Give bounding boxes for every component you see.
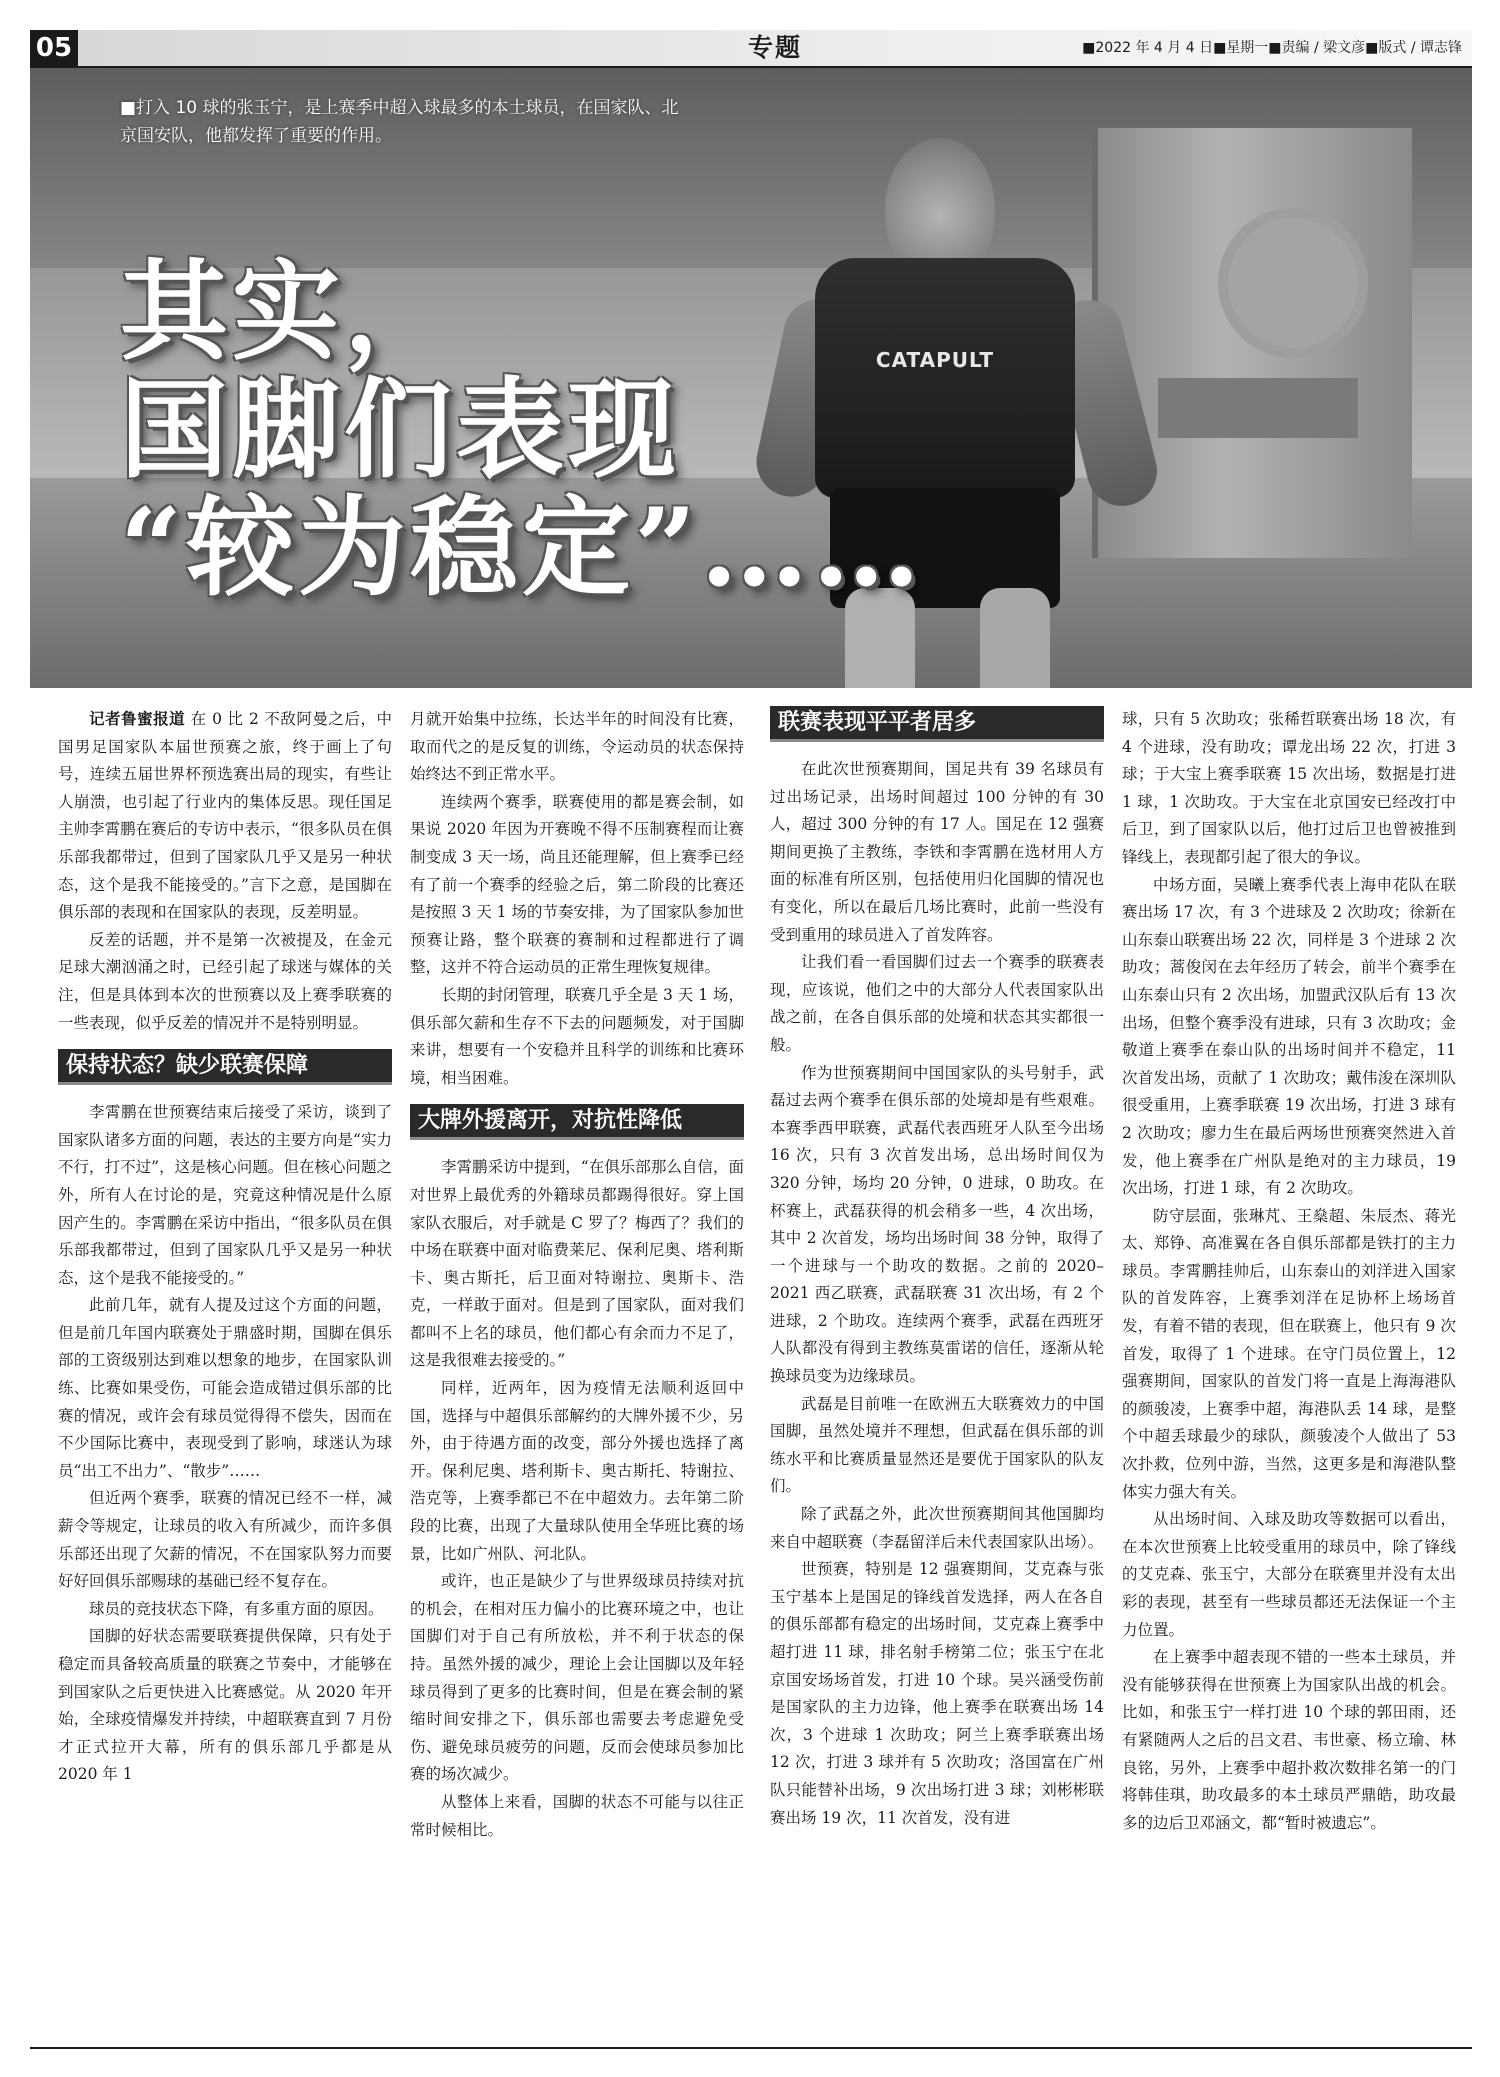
paragraph: 让我们看一看国脚们过去一个赛季的联赛表现，应该说，他们之中的大部分人代表国家队出战之前，在各自俱乐部的处境和状态其实都很一般。 [770, 953, 1104, 1054]
subheading: 大牌外援离开，对抗性降低 [410, 1104, 744, 1140]
article-body [30, 706, 1472, 2031]
paragraph: 除了武磊之外，此次世预赛期间其他国脚均来自中超联赛（李磊留洋后未代表国家队出场）。 [770, 1505, 1104, 1551]
paragraph: 从整体上来看，国脚的状态不可能与以往正常时候相比。 [410, 1792, 744, 1839]
paragraph: 在上赛季中超表现不错的一些本土球员，并没有能够获得在世预赛上为国家队出战的机会。比如，和张玉宁一样打进 10 个球的郭田雨，还有紧随两人之后的吕文君、韦世豪、杨立瑜、林良铭，另外，上赛季中超扑救次数排名第一的门将韩佳琪，助攻最多的本土球员严鼎皓，助攻最多的边后卫邓涵文，都“暂时被遗忘”。 [1122, 1648, 1456, 1832]
paragraph: 从出场时间、入球及助攻等数据可以看出，在本次世预赛上比较受重用的球员中，除了锋线的艾克森、张玉宁，大部分在联赛里并没有太出彩的表现，甚至有一些球员都还无法保证一个主力位置。 [1122, 1510, 1456, 1639]
section-band [78, 30, 1472, 66]
headline [120, 249, 925, 611]
subheading: 联赛表现平平者居多 [770, 706, 1104, 742]
paragraph: 月就开始集中拉练，长达半年的时间没有比赛，取而代之的是反复的训练，令运动员的状态保持始终达不到正常水平。 [410, 710, 744, 784]
paragraph: 防守层面，张琳芃、王燊超、朱辰杰、蒋光太、郑铮、高准翼在各自俱乐部都是铁打的主力球员。李霄鹏挂帅后，山东泰山的刘洋进入国家队的首发阵容，上赛季刘洋在足协杯上场场首发，有着不错的表现，但在联赛上，他只有 9 次首发，取得了 1 个进球。在守门员位置上，12 强赛期间，国家队的首发门将一直是上海海港队的颜骏凌，上赛季中超，海港队丢 14 球，是整个中超丢球最少的球队，颜骏凌个人做出了 53 次扑救，位列中游，当然，这更多是和海港队整体实力强大有关。 [1122, 1206, 1456, 1501]
subheading: 保持状态？缺少联赛保障 [58, 1049, 392, 1085]
section-title: 专题 [747, 33, 802, 62]
masthead [30, 30, 1472, 66]
byline: 记者鲁蜜报道 [89, 710, 186, 728]
page-number: 05 [30, 30, 78, 66]
paragraph: 连续两个赛季，联赛使用的都是赛会制，如果说 2020 年因为开赛晚不得不压制赛程而让赛制变成 3 天一场，尚且还能理解，但上赛季已经有了前一个赛季的经验之后，第二阶段的比赛还是按照 3 天 1 场的节奏安排，为了国家队参加世预赛让路，整个联赛的赛制和过程都进行了调整，这并不符合运动员的正常生理恢复规律。 [410, 792, 744, 977]
column-1 [58, 706, 392, 2031]
paragraph [58, 706, 392, 927]
paragraph-text: 在 0 比 2 不敌阿曼之后，中国男足国家队本届世预赛之旅，终于画上了句号，连续五届世界杯预选赛出局的现实，有些让人崩溃，也引起了行业内的集体反思。现任国足主帅李霄鹏在赛后的专访中表示，“很多队员在俱乐部我都带过，但到了国家队几乎又是另一种状态，这个是我不能接受的。”言下之意，是国脚在俱乐部的表现和在国家队的表现，反差明显。 [58, 710, 392, 922]
bottom-rule [30, 2047, 1472, 2049]
dateline: ■2022 年 4 月 4 日■星期一■责编 / 梁文彦■版式 / 谭志锋 [1082, 40, 1462, 56]
paragraph: 球员的竞技状态下降，有多重方面的原因。 [89, 1599, 384, 1618]
paragraph: 武磊是目前唯一在欧洲五大联赛效力的中国国脚，虽然处境并不理想，但武磊在俱乐部的训练水平和比赛质量显然还是要优于国家队的队友们。 [770, 1394, 1104, 1496]
paragraph: 作为世预赛期间中国国家队的头号射手，武磊过去两个赛季在俱乐部的处境却是有些艰难。本赛季西甲联赛，武磊代表西班牙人队至今出场 16 次，只有 3 次首发出场，总出场时间仅为 320 分钟，场均 20 分钟，0 进球，0 助攻。在杯赛上，武磊获得的机会稍多一些，4 次出场，其中 2 次首发，场均出场时间 38 分钟，取得了一个进球与一个助攻的数据。之前的 2020–2021 西乙联赛，武磊联赛 31 次出场，有 2 个进球，2 个助攻。连续两个赛季，武磊在西班牙人队都没有得到主教练莫雷诺的信任，逐渐从轮换球员变为边缘球员。 [770, 1063, 1104, 1386]
vest-logo-text: CATAPULT [875, 348, 995, 372]
crest-shape [1218, 208, 1368, 358]
column-3 [770, 706, 1104, 2031]
paragraph: 在此次世预赛期间，国足共有 39 名球员有过出场记录，出场时间超过 100 分钟的有 30 人，超过 300 分钟的有 17 人。国足在 12 强赛期间更换了主教练，李铁和李霄鹏在选材用人方面的标准有所区别，包括使用归化国脚的情况也有变化，所以在最后几场比赛时，此前一些没有受到重用的球员进入了首发阵容。 [770, 760, 1104, 944]
paragraph: 同样，近两年，因为疫情无法顺利返回中国，选择与中超俱乐部解约的大牌外援不少，另外，由于待遇方面的改变，部分外援也选择了离开。保利尼奥、塔利斯卡、奥古斯托、特谢拉、浩克等，上赛季都已不在中超效力。去年第二阶段的比赛，出现了大量球队使用全华班比赛的场景，比如广州队、河北队。 [410, 1379, 744, 1563]
paragraph: 李霄鹏在世预赛结束后接受了采访，谈到了国家队诸多方面的问题，表达的主要方向是“实力不行，打不过”，这是核心问题。但在核心问题之外，所有人在讨论的是，究竟这种情况是什么原因产生的。李霄鹏在采访中指出，“很多队员在俱乐部我都带过，但到了国家队几乎又是另一种状态，这个是我不能接受的。” [58, 1103, 392, 1287]
paragraph: 球，只有 5 次助攻；张稀哲联赛出场 18 次，有 4 个进球，没有助攻；谭龙出场 22 次，打进 3 球；于大宝上赛季联赛 15 次出场，数据是打进 1 球，1 次助攻。于大宝在北京国安已经改打中后卫，到了国家队以后，他打过后卫也曾被推到锋线上，表现都引起了很大的争议。 [1122, 710, 1456, 866]
headline-line: 国脚们表现 [120, 367, 681, 493]
column-4 [1122, 706, 1456, 2031]
column-2 [410, 706, 744, 2031]
paragraph: 李霄鹏采访中提到，“在俱乐部那么自信，面对世界上最优秀的外籍球员都踢得很好。穿上国家队衣服后，对手就是 C 罗了？梅西了？我们的中场在联赛中面对临费莱尼、保利尼奥、塔利斯卡、奥古斯托，后卫面对特谢拉、奥斯卡、浩克，一样敢于面对。但是到了国家队，面对我们都叫不上名的球员，他们都心有余而力不足了，这是我很难去接受的。” [410, 1158, 744, 1370]
photo-caption: ■打入 10 球的张玉宁，是上赛季中超入球最多的本土球员，在国家队、北京国安队，他都发挥了重要的作用。 [120, 98, 679, 146]
banner-flag [1158, 378, 1358, 438]
headline-line: 其实， [120, 249, 457, 375]
paragraph: 但近两个赛季，联赛的情况已经不一样，减薪令等规定，让球员的收入有所减少，而许多俱乐部还出现了欠薪的情况，不在国家队努力而要好好回俱乐部赐球的基础已经不复存在。 [58, 1489, 392, 1591]
player-leg-right [980, 588, 1050, 688]
paragraph: 世预赛，特别是 12 强赛期间，艾克森与张玉宁基本上是国足的锋线首发选择，两人在各自的俱乐部都有稳定的出场时间，艾克森上赛季中超打进 11 球，排名射手榜第二位；张玉宁在北京国安场场首发，打进 10 个球。吴兴涵受伤前是国家队的主力边锋，他上赛季在联赛出场 14 次，3 个进球 1 次助攻；阿兰上赛季联赛出场 12 次，打进 3 球并有 5 次助攻；洛国富在广州队只能替补出场，9 次出场打进 3 球；刘彬彬联赛出场 19 次，11 次首发，没有进 [770, 1560, 1104, 1827]
hero-photo [30, 68, 1472, 688]
paragraph: 反差的话题，并不是第一次被提及，在金元足球大潮汹涌之时，已经引起了球迷与媒体的关注，但是具体到本次的世预赛以及上赛季联赛的一些表现，似乎反差的情况并不是特别明显。 [58, 930, 392, 1032]
paragraph: 国脚的好状态需要联赛提供保障，只有处于稳定而具备较高质量的联赛之节奏中，才能够在到国家队之后更快进入比赛感觉。从 2020 年开始，全球疫情爆发并持续，中超联赛直到 7 月份才正式拉开大幕，所有的俱乐部几乎都是从 2020 年 1 [58, 1627, 392, 1784]
paragraph: 中场方面，吴曦上赛季代表上海申花队在联赛出场 17 次，有 3 个进球及 2 次助攻；徐新在山东泰山联赛出场 22 次，同样是 3 个进球 2 次助攻；蒿俊闵在去年经历了转会，前半个赛季在山东泰山只有 2 次出场，加盟武汉队后有 13 次出场，但整个赛季没有进球，只有 3 次助攻；金敬道上赛季在泰山队的出场时间并不稳定，11 次首发出场，贡献了 1 次助攻；戴伟浚在深圳队很受重用，上赛季联赛 19 次出场，打进 3 球有 2 次助攻；廖力生在最后两场世预赛突然进入首发，他上赛季在广州队是绝对的主力球员，19 次出场，打进 1 球，有 2 次助攻。 [1122, 875, 1456, 1198]
paragraph: 长期的封闭管理，联赛几乎全是 3 天 1 场，俱乐部欠薪和生存不下去的问题频发，对于国脚来讲，想要有一个安稳并且科学的训练和比赛环境，相当困难。 [410, 985, 744, 1087]
paragraph: 此前几年，就有人提及过这个方面的问题，但是前几年国内联赛处于鼎盛时期，国脚在俱乐部的工资级别达到难以想象的地步，在国家队训练、比赛如果受伤，可能会造成错过俱乐部的比赛的情况，或许会有球员觉得得不偿失，因而在不少国际比赛中，表现受到了影响，球迷认为球员“出工不出力”、“散步”…… [58, 1296, 392, 1480]
headline-line: “较为稳定”…… [120, 485, 925, 611]
paragraph: 或许，也正是缺少了与世界级球员持续对抗的机会，在相对压力偏小的比赛环境之中，也让国脚们对于自己有所放松，并不利于状态的保持。虽然外援的减少，理论上会让国脚以及年轻球员得到了更多的比赛时间，但是在赛会制的紧缩时间安排之下，俱乐部也需要去考虑避免受伤、避免球员疲劳的问题，反而会使球员参加比赛的场次减少。 [410, 1572, 744, 1784]
